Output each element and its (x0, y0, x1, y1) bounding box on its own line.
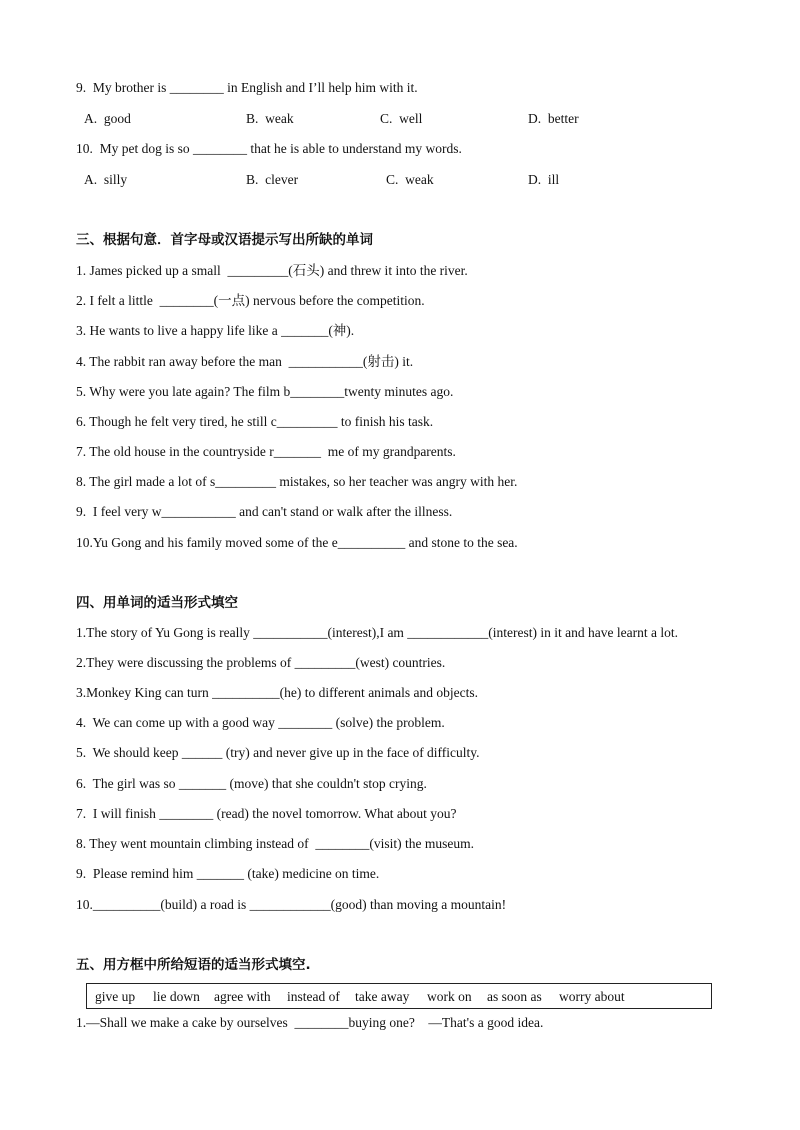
sec3-item-5: 5. Why were you late again? The film b________twenty minutes ago. (76, 384, 454, 399)
sec3-item-2: 2. I felt a little ________(一点) nervous before the competition. (76, 293, 425, 308)
sec4-item-9: 9. Please remind him _______ (take) medicine on time. (76, 866, 380, 881)
option-a: A. silly (84, 172, 128, 187)
sec4-item-6: 6. The girl was so _______ (move) that she couldn't stop crying. (76, 776, 427, 791)
phrase-worry-about: worry about (559, 989, 625, 1004)
sec4-item-8: 8. They went mountain climbing instead of ________(visit) the museum. (76, 836, 474, 851)
option-a: A. good (84, 111, 131, 126)
phrase-box (86, 983, 712, 1009)
question-10: 10. My pet dog is so ________ that he is able to understand my words. (76, 141, 462, 156)
phrase-lie-down: lie down (153, 989, 200, 1004)
sec3-item-9: 9. I feel very w___________ and can't stand or walk after the illness. (76, 504, 453, 519)
option-c: C. well (380, 111, 423, 126)
sec3-item-6: 6. Though he felt very tired, he still c_________ to finish his task. (76, 414, 434, 429)
option-d: D. ill (528, 172, 560, 187)
sec4-item-10: 10.__________(build) a road is ____________(good) than moving a mountain! (76, 897, 507, 912)
sec4-item-3: 3.Monkey King can turn __________(he) to different animals and objects. (76, 685, 479, 700)
phrase-as-soon-as: as soon as (487, 989, 542, 1004)
sec3-item-1: 1. James picked up a small _________(石头) and threw it into the river. (76, 263, 468, 278)
sec3-item-8: 8. The girl made a lot of s_________ mistakes, so her teacher was angry with her. (76, 474, 518, 489)
sec4-item-5: 5. We should keep ______ (try) and never give up in the face of difficulty. (76, 745, 480, 760)
option-c: C. weak (386, 172, 434, 187)
sec4-item-7: 7. I will finish ________ (read) the novel tomorrow. What about you? (76, 806, 457, 821)
question-9: 9. My brother is ________ in English and I’ll help him with it. (76, 80, 418, 95)
option-b: B. weak (246, 111, 294, 126)
sec4-item-4: 4. We can come up with a good way ________ (solve) the problem. (76, 715, 445, 730)
phrase-take-away: take away (355, 989, 410, 1004)
phrase-give-up: give up (95, 989, 136, 1004)
section-3-heading: 三、根据句意．首字母或汉语提示写出所缺的单词 (76, 232, 373, 248)
sec4-item-2: 2.They were discussing the problems of _________(west) countries. (76, 655, 446, 670)
phrase-work-on: work on (427, 989, 472, 1004)
option-b: B. clever (246, 172, 299, 187)
section-4-heading: 四、用单词的适当形式填空 (76, 595, 238, 611)
sec3-item-3: 3. He wants to live a happy life like a _______(神). (76, 323, 355, 338)
section-5-heading: 五、用方框中所给短语的适当形式填空. (76, 957, 311, 973)
sec4-item-1: 1.The story of Yu Gong is really ___________(interest),I am ____________(interest) in it and have learnt a lot. (76, 625, 678, 640)
sec3-item-10: 10.Yu Gong and his family moved some of the e__________ and stone to the sea. (76, 535, 518, 550)
sec5-item-1: 1.—Shall we make a cake by ourselves ________buying one? —That's a good idea. (76, 1015, 544, 1030)
sec3-item-7: 7. The old house in the countryside r_______ me of my grandparents. (76, 444, 456, 459)
option-d: D. better (528, 111, 579, 126)
phrase-instead-of: instead of (287, 989, 340, 1004)
phrase-agree-with: agree with (214, 989, 271, 1004)
sec3-item-4: 4. The rabbit ran away before the man ___________(射击) it. (76, 354, 414, 369)
